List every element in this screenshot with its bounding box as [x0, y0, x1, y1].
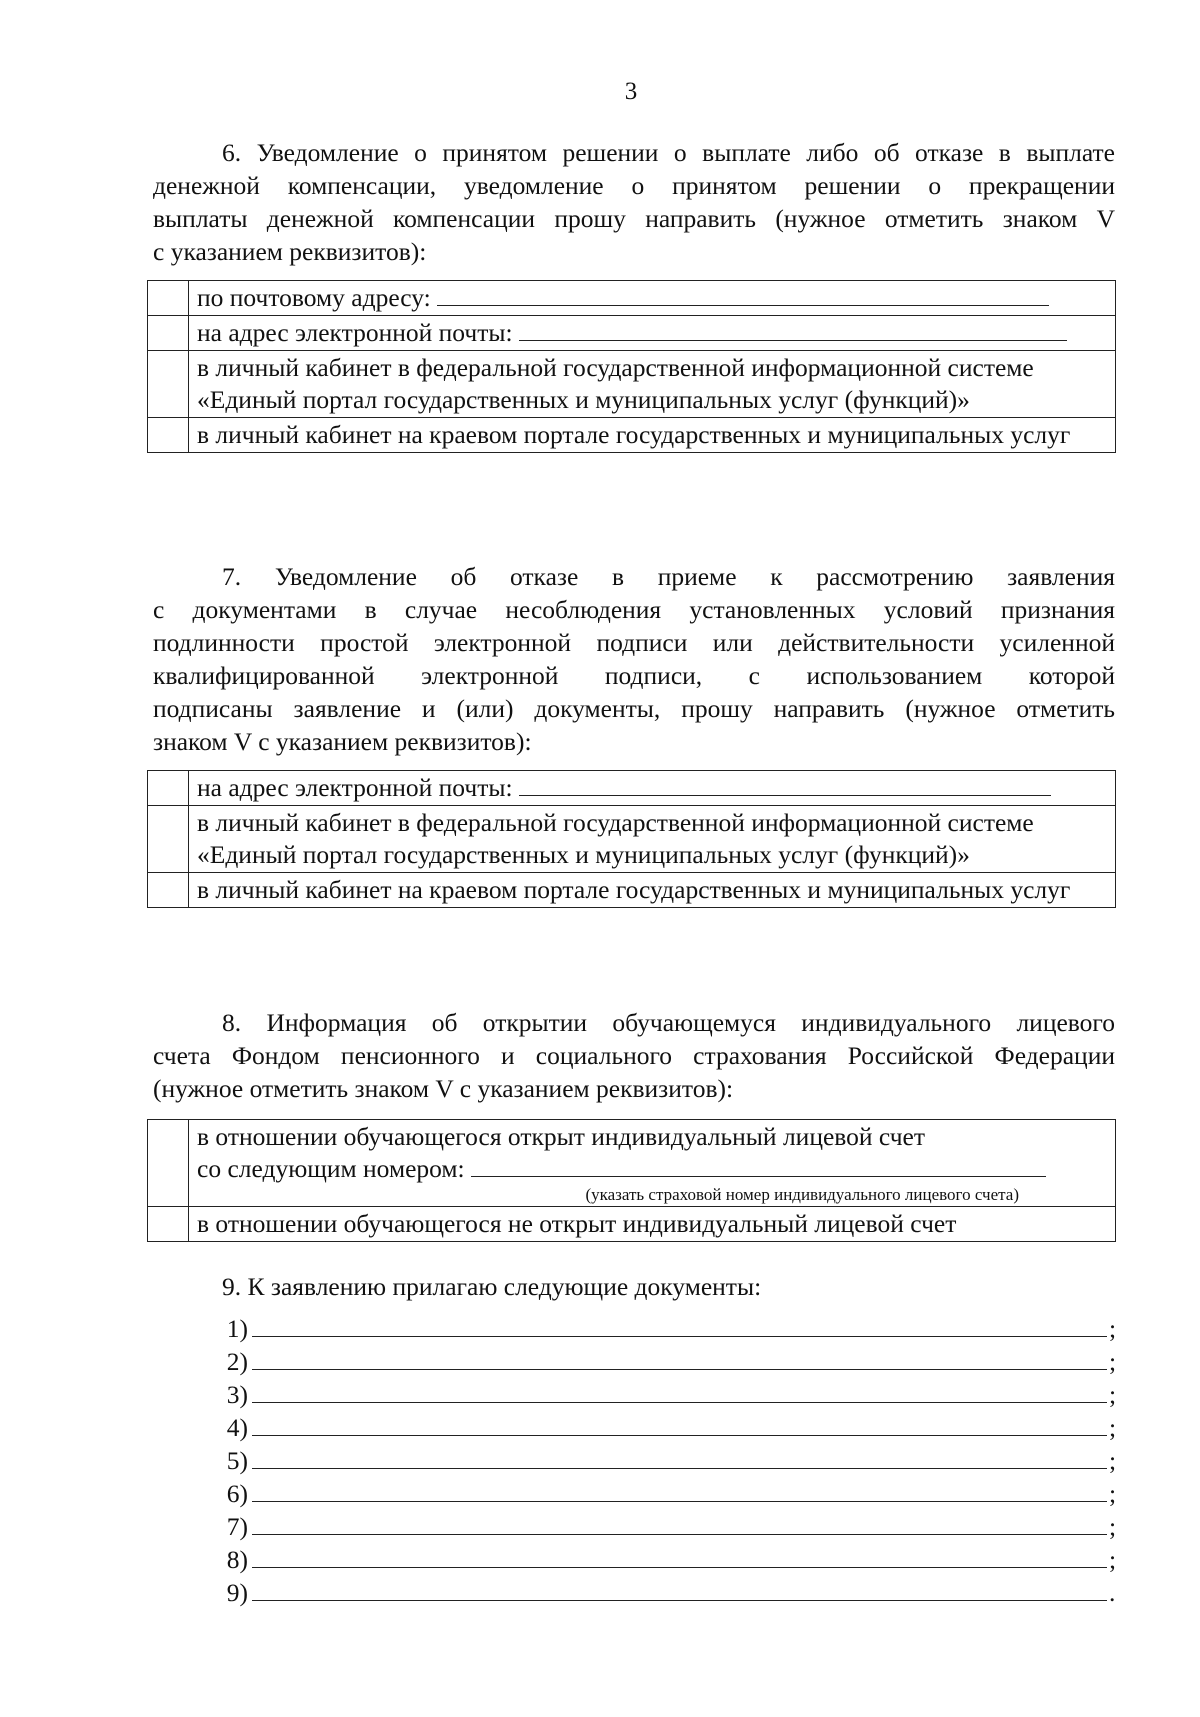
section-7-line: 7. Уведомление об отказе в приеме к рассмотрению заявления — [222, 562, 1115, 591]
section-6-line: 6. Уведомление о принятом решении о выплате либо об отказе в выплате — [222, 138, 1115, 167]
document-field[interactable] — [252, 1576, 1107, 1601]
option-row — [148, 316, 1116, 351]
option-gosuslugi: в личный кабинет в федеральной государственной информационной системе «Единый портал государственных и муниципальных услуг (функций)» — [189, 806, 1116, 873]
section-7-line: подлинности простой электронной подписи или действительности усиленной — [153, 628, 1115, 657]
section-6-options-table — [147, 280, 1116, 453]
document-field[interactable] — [252, 1444, 1107, 1469]
snils-field[interactable] — [471, 1154, 1046, 1177]
section-8-text — [153, 1006, 1115, 1105]
item-punct: ; — [1109, 1314, 1117, 1343]
section-7-line: знаком V с указанием реквизитов): — [153, 727, 532, 756]
document-field[interactable] — [252, 1312, 1107, 1337]
option-row — [148, 1207, 1116, 1242]
option-account-opened — [189, 1120, 1116, 1207]
documents-list — [220, 1312, 1120, 1609]
option-row — [148, 1120, 1116, 1207]
item-punct: ; — [1109, 1479, 1117, 1508]
document-field[interactable] — [252, 1411, 1107, 1436]
field-hint: (указать страховой номер индивидуального лицевого счета) — [585, 1185, 1019, 1204]
item-punct: ; — [1109, 1380, 1117, 1409]
item-number: 7) — [226, 1512, 248, 1541]
email-field[interactable] — [519, 773, 1051, 796]
option-regional-portal: в личный кабинет на краевом портале государственных и муниципальных услуг — [189, 418, 1116, 453]
section-7-options-table — [147, 770, 1116, 908]
item-punct: ; — [1109, 1545, 1117, 1574]
document-item — [220, 1312, 1120, 1345]
checkbox-regional-portal[interactable] — [148, 418, 189, 453]
option-label: по почтовому адресу: — [197, 283, 431, 312]
item-number: 3) — [226, 1380, 248, 1409]
option-label: на адрес электронной почты: — [197, 318, 513, 347]
document-field[interactable] — [252, 1543, 1107, 1568]
section-8-line: 8. Информация об открытии обучающемуся индивидуального лицевого — [222, 1008, 1115, 1037]
document-item — [220, 1345, 1120, 1378]
item-number: 2) — [226, 1347, 248, 1376]
section-6-line: денежной компенсации, уведомление о принятом решении о прекращении — [153, 171, 1115, 200]
document-field[interactable] — [252, 1378, 1107, 1403]
email-field[interactable] — [519, 318, 1067, 341]
section-6-line: с указанием реквизитов): — [153, 237, 427, 266]
option-row — [148, 806, 1116, 873]
option-regional-portal: в личный кабинет на краевом портале государственных и муниципальных услуг — [189, 873, 1116, 908]
document-item — [220, 1510, 1120, 1543]
item-punct: . — [1109, 1578, 1116, 1607]
postal-address-field[interactable] — [437, 283, 1049, 306]
checkbox-postal[interactable] — [148, 281, 189, 316]
document-item — [220, 1411, 1120, 1444]
item-number: 8) — [226, 1545, 248, 1574]
checkbox-email[interactable] — [148, 316, 189, 351]
checkbox-account-not-opened[interactable] — [148, 1207, 189, 1242]
item-number: 6) — [226, 1479, 248, 1508]
option-account-not-opened: в отношении обучающегося не открыт индивидуальный лицевой счет — [189, 1207, 1116, 1242]
section-9-heading: 9. К заявлению прилагаю следующие документы: — [222, 1272, 762, 1301]
item-punct: ; — [1109, 1512, 1117, 1541]
option-row — [148, 281, 1116, 316]
document-item — [220, 1576, 1120, 1609]
document-field[interactable] — [252, 1345, 1107, 1370]
item-number: 5) — [226, 1446, 248, 1475]
section-8-options-table — [147, 1119, 1116, 1242]
section-8-line: (нужное отметить знаком V с указанием реквизитов): — [153, 1074, 734, 1103]
option-row — [148, 771, 1116, 806]
document-field[interactable] — [252, 1477, 1107, 1502]
document-field[interactable] — [252, 1510, 1107, 1535]
checkbox-gosuslugi[interactable] — [148, 351, 189, 418]
section-7-line: с документами в случае несоблюдения установленных условий признания — [153, 595, 1115, 624]
checkbox-regional-portal[interactable] — [148, 873, 189, 908]
document-item — [220, 1477, 1120, 1510]
section-7-line: квалифицированной электронной подписи, с использованием которой — [153, 661, 1115, 690]
section-7-text — [153, 560, 1115, 758]
section-8-line: счета Фондом пенсионного и социального страхования Российской Федерации — [153, 1041, 1115, 1070]
item-number: 4) — [226, 1413, 248, 1442]
option-postal — [189, 281, 1116, 316]
checkbox-gosuslugi[interactable] — [148, 806, 189, 873]
document-item — [220, 1543, 1120, 1576]
item-punct: ; — [1109, 1347, 1117, 1376]
option-label: на адрес электронной почты: — [197, 773, 513, 802]
item-number: 1) — [226, 1314, 248, 1343]
section-6-line: выплаты денежной компенсации прошу направить (нужное отметить знаком V — [153, 204, 1115, 233]
checkbox-account-opened[interactable] — [148, 1120, 189, 1207]
option-row — [148, 873, 1116, 908]
option-row — [148, 351, 1116, 418]
document-item — [220, 1444, 1120, 1477]
page-number: 3 — [624, 78, 638, 105]
option-gosuslugi: в личный кабинет в федеральной государственной информационной системе «Единый портал государственных и муниципальных услуг (функций)» — [189, 351, 1116, 418]
item-punct: ; — [1109, 1413, 1117, 1442]
option-label: со следующим номером: — [197, 1154, 465, 1183]
item-number: 9) — [226, 1578, 248, 1607]
option-label: в отношении обучающегося открыт индивидуальный лицевой счет — [197, 1122, 926, 1151]
option-row — [148, 418, 1116, 453]
section-7-line: подписаны заявление и (или) документы, прошу направить (нужное отметить — [153, 694, 1115, 723]
section-6-text — [153, 136, 1115, 268]
document-item — [220, 1378, 1120, 1411]
option-email — [189, 771, 1116, 806]
section-9-heading-wrap — [153, 1270, 1115, 1303]
checkbox-email[interactable] — [148, 771, 189, 806]
option-email — [189, 316, 1116, 351]
item-punct: ; — [1109, 1446, 1117, 1475]
